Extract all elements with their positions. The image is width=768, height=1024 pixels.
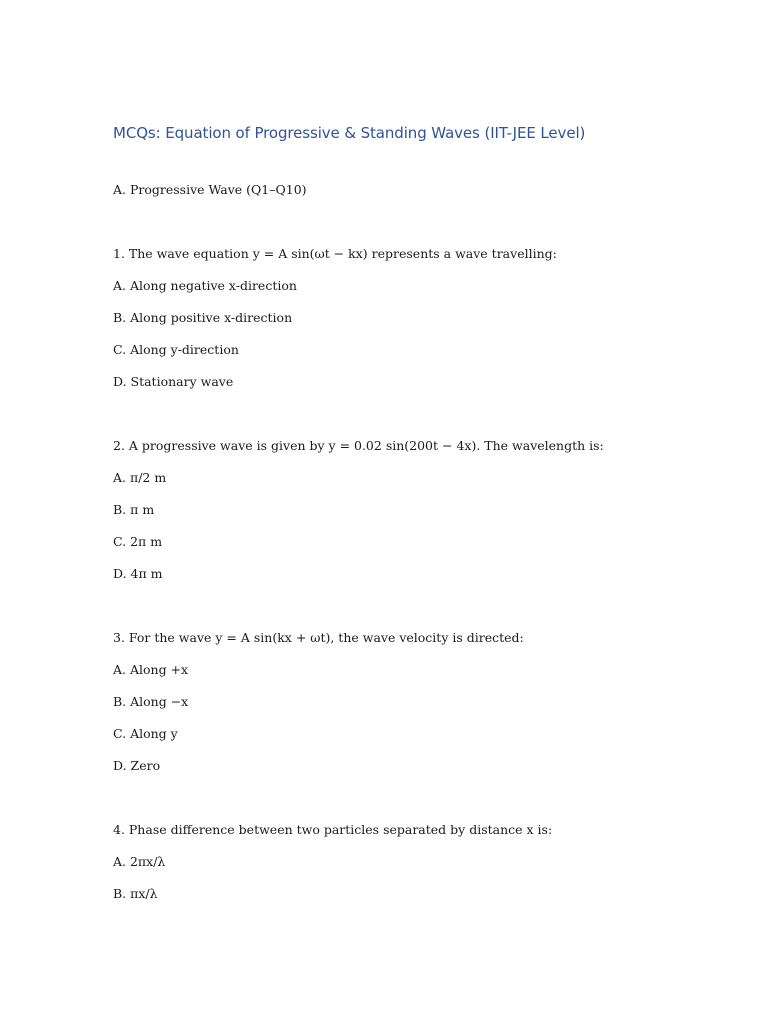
- question-2-option-b: B. π m: [113, 502, 155, 517]
- question-1-option-b: B. Along positive x-direction: [113, 310, 293, 325]
- question-4-stem: 4. Phase difference between two particles separated by distance x is:: [113, 822, 553, 837]
- question-3-option-d: D. Zero: [113, 758, 161, 773]
- question-2-stem: 2. A progressive wave is given by y = 0.02 sin(200t − 4x). The wavelength is:: [113, 438, 604, 453]
- question-3-option-b: B. Along −x: [113, 694, 189, 709]
- question-4-option-a: A. 2πx/λ: [113, 854, 166, 869]
- page-title: MCQs: Equation of Progressive & Standing Waves (IIT-JEE Level): [113, 124, 586, 142]
- question-2-option-c: C. 2π m: [113, 534, 163, 549]
- question-1-stem: 1. The wave equation y = A sin(ωt − kx) represents a wave travelling:: [113, 246, 557, 261]
- section-heading: A. Progressive Wave (Q1–Q10): [113, 182, 307, 197]
- question-2-option-a: A. π/2 m: [113, 470, 167, 485]
- question-3-stem: 3. For the wave y = A sin(kx + ωt), the wave velocity is directed:: [113, 630, 524, 645]
- question-1-option-c: C. Along y-direction: [113, 342, 239, 357]
- question-1-option-d: D. Stationary wave: [113, 374, 234, 389]
- question-1-option-a: A. Along negative x-direction: [113, 278, 297, 293]
- question-2-option-d: D. 4π m: [113, 566, 163, 581]
- question-3-option-c: C. Along y: [113, 726, 178, 741]
- question-3-option-a: A. Along +x: [113, 662, 189, 677]
- question-4-option-b: B. πx/λ: [113, 886, 158, 901]
